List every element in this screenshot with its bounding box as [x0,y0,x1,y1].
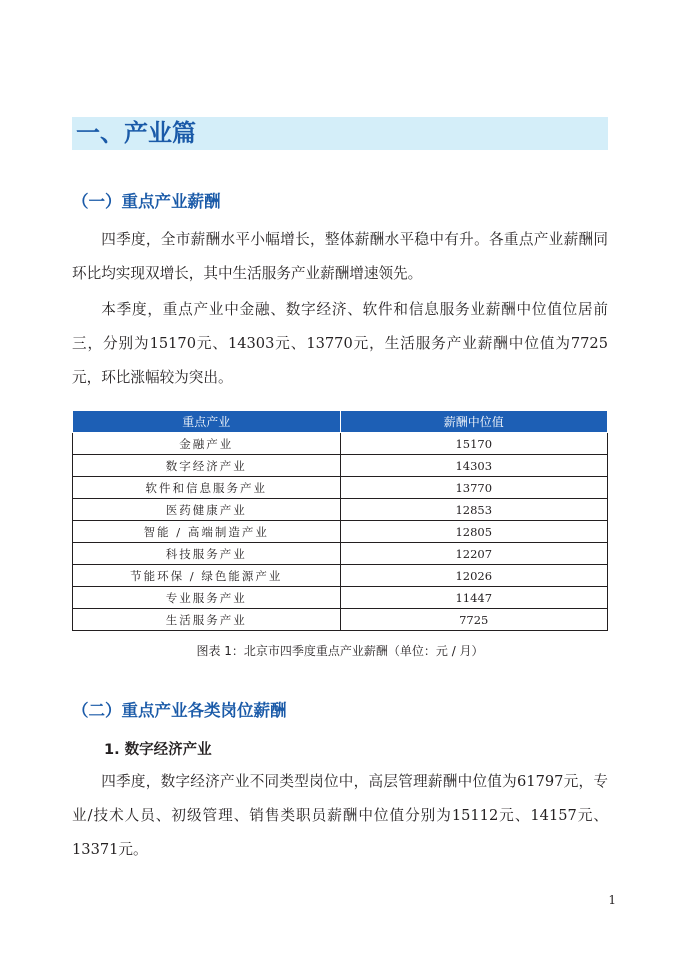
table-row [73,499,608,521]
table-cell-value: 11447 [340,587,608,609]
table-cell-value: 12853 [340,499,608,521]
table-row [73,477,608,499]
table-cell-value: 14303 [340,455,608,477]
table-cell-value: 15170 [340,433,608,455]
table-caption: 图表 1：北京市四季度重点产业薪酬（单位：元 / 月） [196,644,484,658]
table-row [73,587,608,609]
table-cell-value: 12805 [340,521,608,543]
page-number: 1 [608,893,616,907]
industry-salary-table [72,410,608,631]
table-cell-industry: 智能 / 高端制造产业 [73,521,341,543]
table-cell-industry: 节能环保 / 绿色能源产业 [73,565,341,587]
table-row [73,433,608,455]
column-header-industry: 重点产业 [73,411,341,433]
paragraph-2: 本季度，重点产业中金融、数字经济、软件和信息服务业薪酬中位值位居前三，分别为15170元、14303元、13770元，生活服务产业薪酬中位值为7725元，环比涨幅较为突出。 [72,301,608,386]
table-cell-value: 12026 [340,565,608,587]
paragraph-3: 四季度，数字经济产业不同类型岗位中，高层管理薪酬中位值为61797元，专业/技术人员、初级管理、销售类职员薪酬中位值分别为15112元、14157元、13371元。 [72,773,608,858]
paragraph-1: 四季度，全市薪酬水平小幅增长，整体薪酬水平稳中有升。各重点产业薪酬同环比均实现双增长，其中生活服务产业薪酬增速领先。 [72,231,608,282]
table-row [73,565,608,587]
table-row [73,543,608,565]
table-cell-industry: 科技服务产业 [73,543,341,565]
table-cell-industry: 软件和信息服务产业 [73,477,341,499]
subsection-title-1: （一）重点产业薪酬 [72,192,221,211]
table-cell-value: 13770 [340,477,608,499]
table-cell-industry: 医药健康产业 [73,499,341,521]
column-header-median: 薪酬中位值 [340,411,608,433]
subsection-title-2: （二）重点产业各类岗位薪酬 [72,701,287,720]
table-cell-industry: 生活服务产业 [73,609,341,631]
table-row [73,609,608,631]
section-title: 一、产业篇 [72,117,608,150]
table-cell-industry: 数字经济产业 [73,455,341,477]
table-header-row [73,411,608,433]
table-cell-industry: 金融产业 [73,433,341,455]
item-title-digital-economy: 1. 数字经济产业 [104,742,212,758]
table-cell-value: 7725 [340,609,608,631]
table-row [73,455,608,477]
table-row [73,521,608,543]
table-cell-industry: 专业服务产业 [73,587,341,609]
table-cell-value: 12207 [340,543,608,565]
